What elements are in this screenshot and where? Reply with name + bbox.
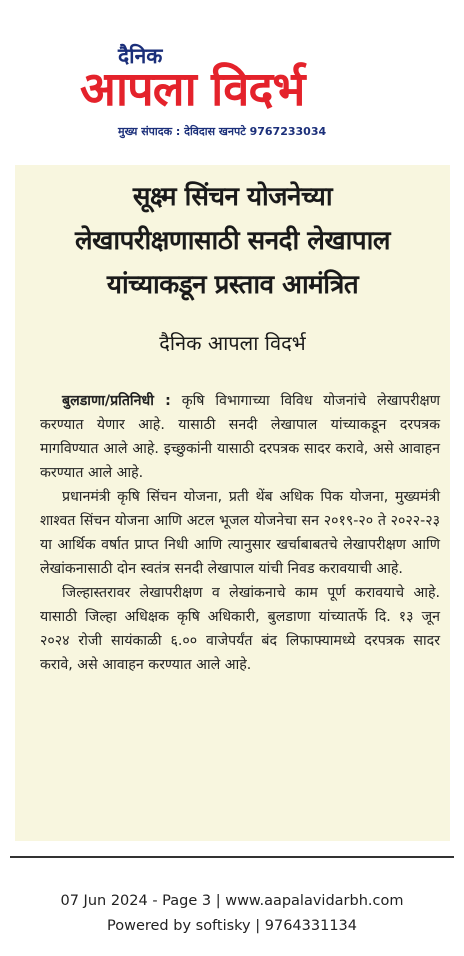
article-dateline: बुलडाणा/प्रतिनिधी : xyxy=(62,393,171,409)
masthead-editor-line: मुख्य संपादक : देविदास खनपटे 9767233034 xyxy=(118,125,327,138)
article-headline xyxy=(15,175,450,307)
article-paragraph: जिल्हास्तरावर लेखापरीक्षण व लेखांकनाचे काम पूर्ण करावयाचे आहे. यासाठी जिल्हा अधिक्षक कृषि अधिकारी, बुलडाणा यांच्यातर्फे दि. १३ जून २०२४ रोजी सायंकाळी ६.०० वाजेपर्यंत बंद लिफाफ्यामध्ये दरपत्रक सादर करावे, असे आवाहन करण्यात आले आहे. xyxy=(40,585,440,673)
headline-line: लेखापरीक्षणासाठी सनदी लेखापाल xyxy=(75,226,390,256)
footer-date-page-url: 07 Jun 2024 - Page 3 | www.aapalavidarbh.com xyxy=(60,893,404,909)
article-body xyxy=(40,389,440,677)
article-paragraph: प्रधानमंत्री कृषि सिंचन योजना, प्रती थेंब अधिक पिक योजना, मुख्यमंत्री शाश्वत सिंचन योजना आणि अटल भूजल योजनेचा सन २०१९-२० ते २०२२-२३ या आर्थिक वर्षात प्राप्त निधी आणि त्यानुसार खर्चाबाबतचे लेखापरीक्षण आणि लेखांकनासाठी दोन स्वतंत्र सनदी लेखापाल यांची निवड करावयाची आहे. xyxy=(40,489,440,577)
masthead-small-title: दैनिक xyxy=(118,44,163,68)
news-article xyxy=(15,165,450,841)
masthead-logo-title: आपला विदर्भ xyxy=(80,62,305,117)
paragraph-text: कृषि विभागाच्या विविध योजनांचे लेखापरीक्षण करण्यात येणार आहे. यासाठी सनदी लेखापाल यांच्याकडून दरपत्रक मागविण्यात आले आहे. इच्छुकांनी यासाठी दरपत्रक सादर करावे, असे आवाहन करण्यात आले आहे. xyxy=(40,393,440,481)
headline-line: सूक्ष्म सिंचन योजनेच्या xyxy=(132,182,333,212)
footer-divider xyxy=(10,856,454,858)
article-paragraph xyxy=(40,389,440,485)
footer-powered-by: Powered by softisky | 9764331134 xyxy=(106,918,357,934)
headline-line: यांच्याकडून प्रस्ताव आमंत्रित xyxy=(106,270,359,300)
masthead xyxy=(0,0,464,150)
article-byline: दैनिक आपला विदर्भ xyxy=(159,331,306,355)
